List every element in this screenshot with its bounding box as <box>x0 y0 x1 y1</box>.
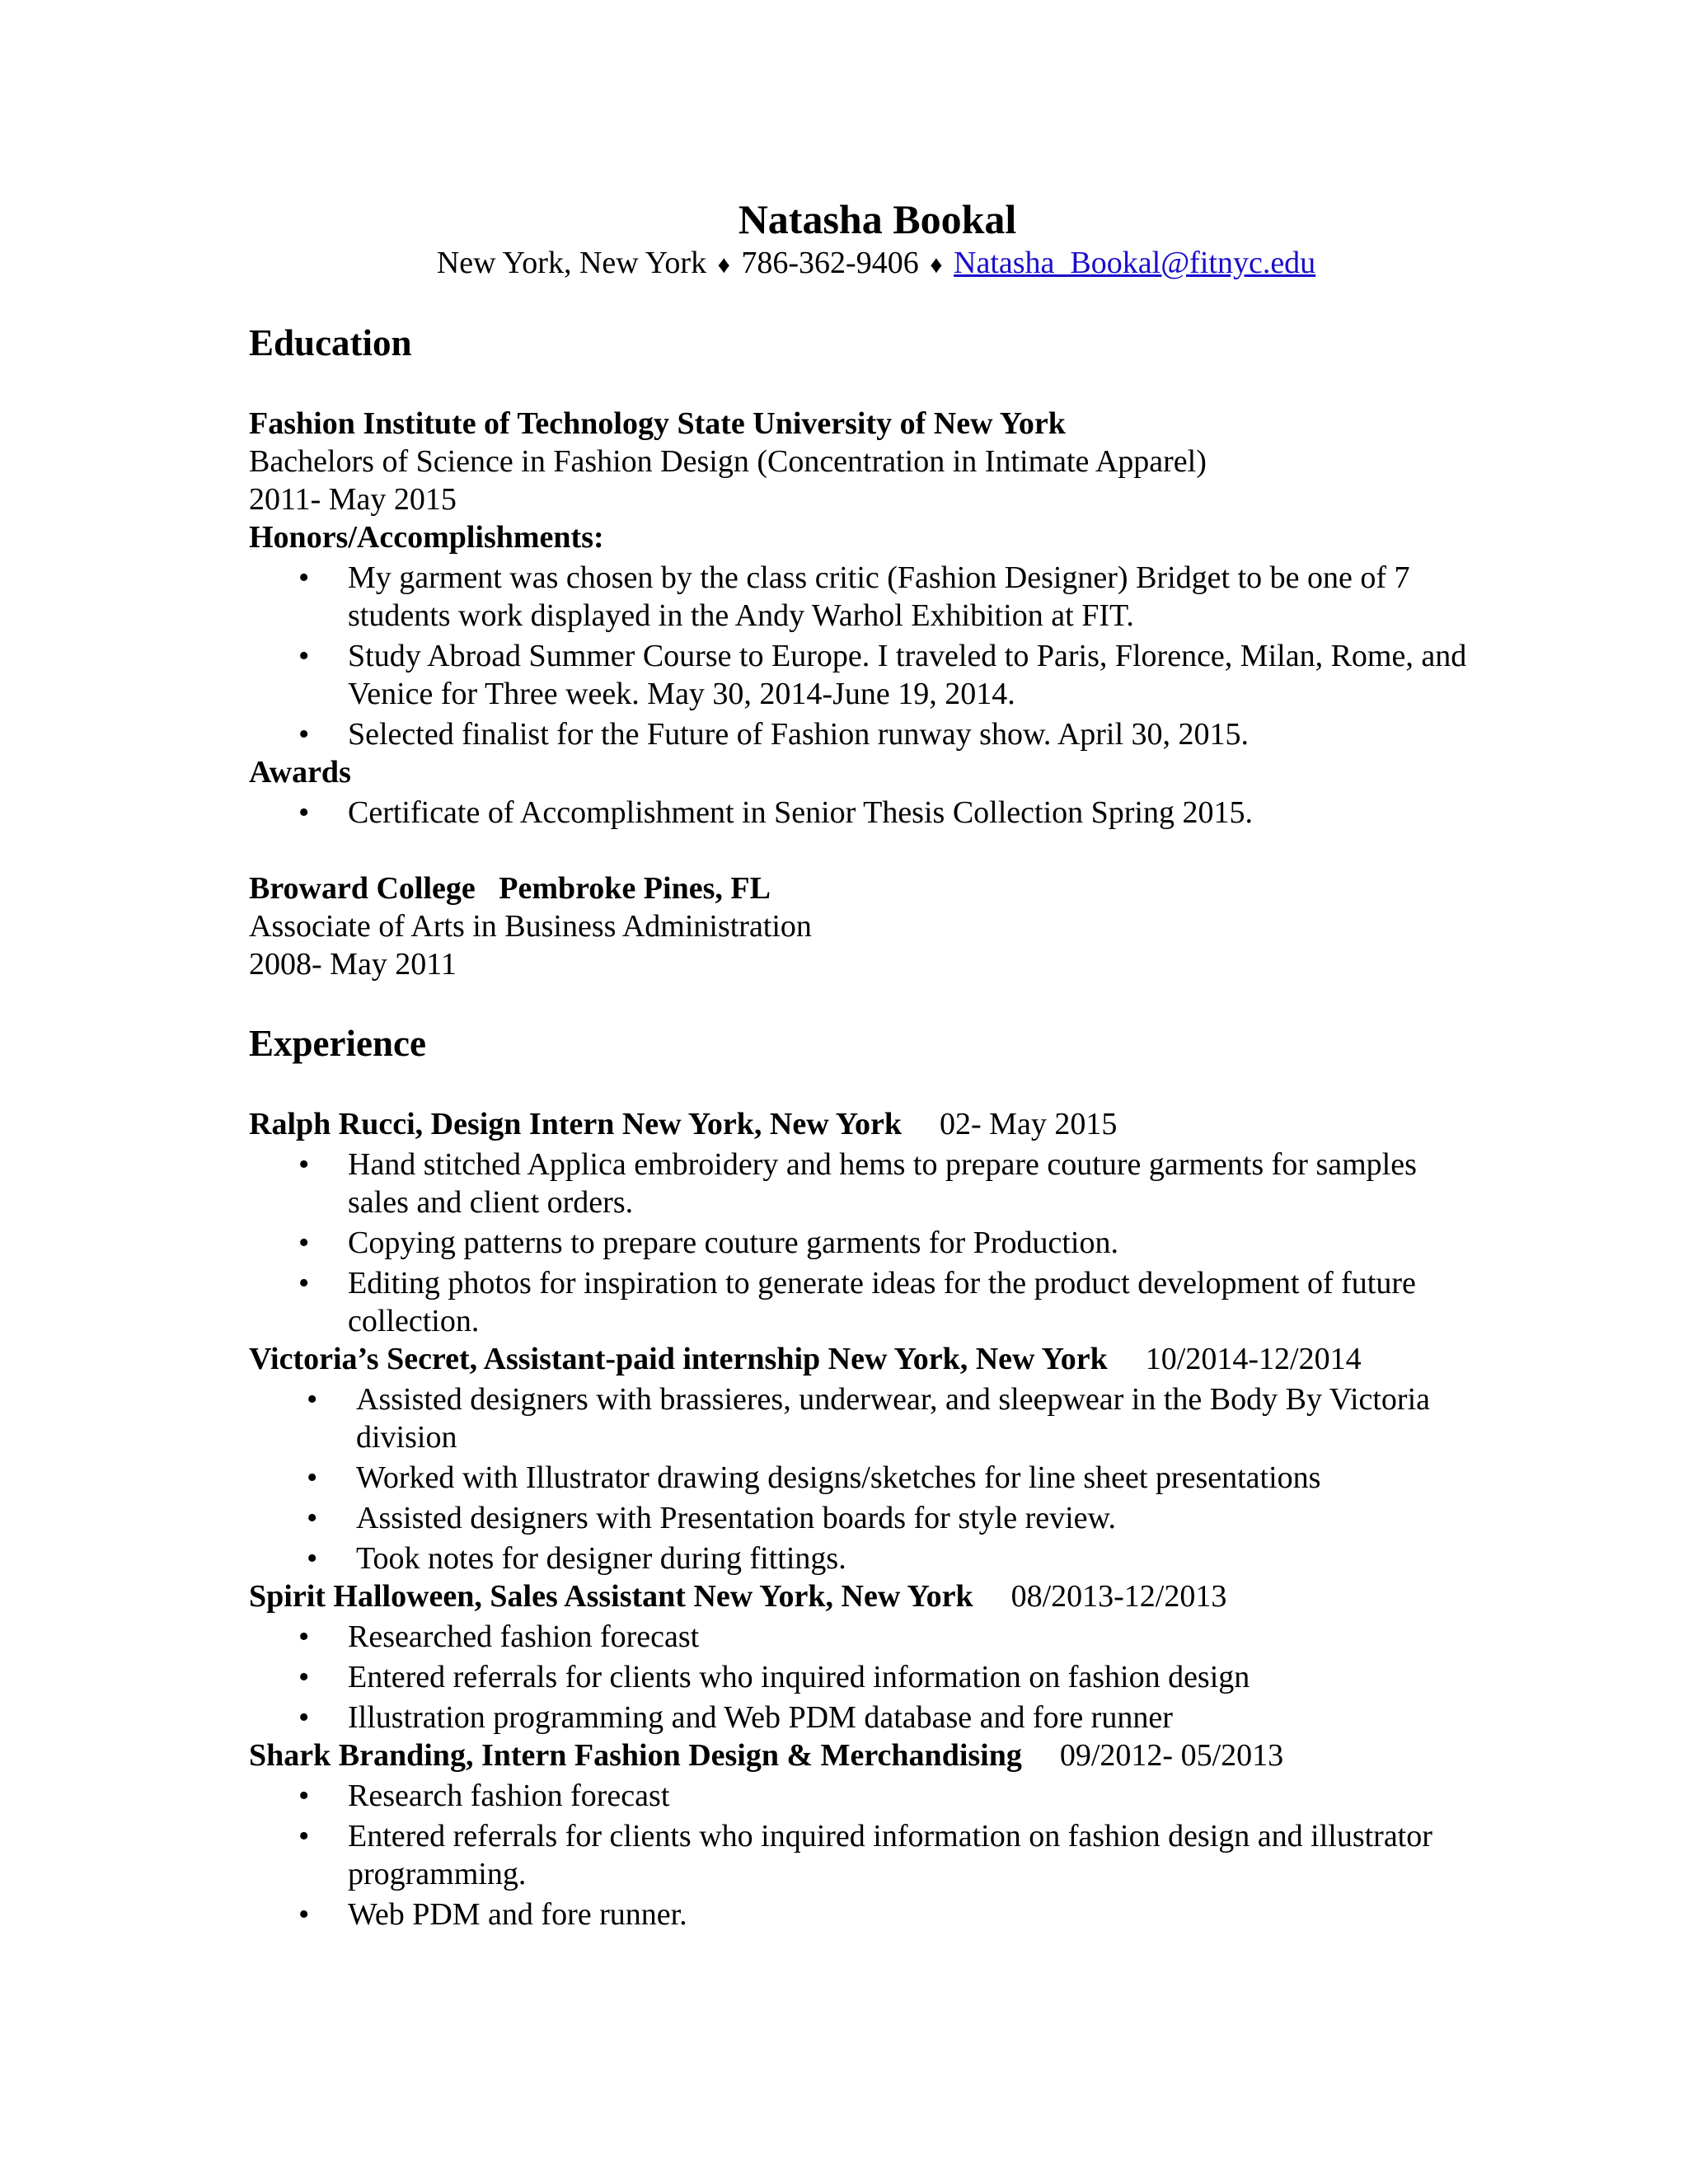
bullet-icon: • <box>307 1501 318 1535</box>
bullet-icon: • <box>298 1700 310 1735</box>
job-title-line <box>249 1577 1485 1615</box>
job-bullets <box>249 1777 1485 1933</box>
experience-heading: Experience <box>249 1023 426 1064</box>
email-link[interactable]: Natasha_Bookal@fitnyc.edu <box>954 246 1316 280</box>
list-item: • Illustration programming and Web PDM database and fore runner <box>298 1700 1173 1735</box>
bullet-icon: • <box>298 1897 310 1932</box>
contact-line <box>249 244 1485 284</box>
list-item: • Editing photos for inspiration to generate ideas for the product development of future collection. <box>298 1266 1416 1338</box>
bullet-icon: • <box>307 1541 318 1576</box>
bullet-icon: • <box>298 639 310 673</box>
bullet-icon: • <box>298 1147 310 1182</box>
job-spirit-halloween <box>249 1577 1485 1736</box>
list-item: • Assisted designers with brassieres, underwear, and sleepwear in the Body By Victoria division <box>307 1382 1431 1455</box>
bullet-icon: • <box>298 1266 310 1301</box>
job-dates: 02- May 2015 <box>940 1107 1118 1141</box>
resume-content <box>249 194 1485 1933</box>
list-item: • Entered referrals for clients who inquired information on fashion design <box>298 1660 1250 1694</box>
list-item: • Assisted designers with Presentation boards for style review. <box>307 1501 1117 1535</box>
list-item: • Certificate of Accomplishment in Senior Thesis Collection Spring 2015. <box>298 795 1253 830</box>
diamond-separator-icon: ♦ <box>930 251 943 279</box>
honors-heading: Honors/Accomplishments: <box>249 520 604 555</box>
list-item: • Selected finalist for the Future of Fashion runway show. April 30, 2015. <box>298 717 1250 752</box>
list-item: • Researched fashion forecast <box>298 1619 700 1654</box>
job-title: Victoria’s Secret, Assistant-paid internship New York, New York <box>249 1342 1108 1376</box>
job-bullets <box>249 1618 1485 1736</box>
list-item: • Study Abroad Summer Course to Europe. I traveled to Paris, Florence, Milan, Rome, and Venice for Three week. May 30, 2014-June 19, 2014. <box>298 639 1467 711</box>
bullet-icon: • <box>298 717 310 752</box>
list-item: • Research fashion forecast <box>298 1779 670 1813</box>
job-title-line <box>249 1736 1485 1774</box>
job-bullets <box>249 1380 1485 1577</box>
list-item: • Entered referrals for clients who inquired information on fashion design and illustrator programming. <box>298 1819 1432 1891</box>
list-item: • Took notes for designer during fittings. <box>307 1541 846 1576</box>
school-degree: Bachelors of Science in Fashion Design (Concentration in Intimate Apparel) <box>249 444 1207 479</box>
job-ralph-rucci <box>249 1105 1485 1340</box>
job-title-line <box>249 1105 1485 1143</box>
job-victorias-secret <box>249 1340 1485 1577</box>
bullet-icon: • <box>307 1382 318 1417</box>
job-bullets <box>249 1146 1485 1340</box>
school-dates: 2011- May 2015 <box>249 482 457 517</box>
school-broward <box>249 869 1485 983</box>
job-dates: 08/2013-12/2013 <box>1010 1579 1227 1614</box>
list-item: • Worked with Illustrator drawing designs/sketches for line sheet presentations <box>307 1460 1321 1495</box>
bullet-icon: • <box>298 795 310 830</box>
list-item: • Hand stitched Applica embroidery and hems to prepare couture garments for samples sales and client orders. <box>298 1147 1417 1220</box>
list-item: • My garment was chosen by the class critic (Fashion Designer) Bridget to be one of 7 students work displayed in the Andy Warhol Exhibition at FIT. <box>298 560 1410 633</box>
bullet-icon: • <box>298 1660 310 1694</box>
bullet-icon: • <box>298 1779 310 1813</box>
job-dates: 10/2014-12/2014 <box>1145 1342 1362 1376</box>
location: New York, New York <box>436 246 707 280</box>
honors-list <box>249 559 1485 753</box>
list-item: • Copying patterns to prepare couture garments for Production. <box>298 1226 1118 1260</box>
job-title: Spirit Halloween, Sales Assistant New York, New York <box>249 1579 973 1614</box>
school-degree: Associate of Arts in Business Administration <box>249 909 812 944</box>
school-name: Broward College Pembroke Pines, FL <box>249 871 771 906</box>
list-item: • Web PDM and fore runner. <box>298 1897 687 1932</box>
job-title-line <box>249 1340 1485 1378</box>
job-dates: 09/2012- 05/2013 <box>1059 1738 1284 1773</box>
school-dates: 2008- May 2011 <box>249 947 457 982</box>
school-name: Fashion Institute of Technology State University of New York <box>249 406 1066 441</box>
bullet-icon: • <box>298 1819 310 1854</box>
candidate-name: Natasha Bookal <box>738 196 1017 242</box>
phone-number: 786-362-9406 <box>741 246 919 280</box>
bullet-icon: • <box>298 560 310 595</box>
bullet-icon: • <box>298 1226 310 1260</box>
awards-list <box>249 794 1485 832</box>
education-heading: Education <box>249 322 412 363</box>
job-shark-branding <box>249 1736 1485 1933</box>
bullet-icon: • <box>298 1619 310 1654</box>
bullet-icon: • <box>307 1460 318 1495</box>
job-title: Ralph Rucci, Design Intern New York, New York <box>249 1107 903 1141</box>
school-fit <box>249 405 1485 832</box>
job-title: Shark Branding, Intern Fashion Design & Merchandising <box>249 1738 1022 1773</box>
diamond-separator-icon: ♦ <box>717 251 730 279</box>
awards-heading: Awards <box>249 755 351 790</box>
